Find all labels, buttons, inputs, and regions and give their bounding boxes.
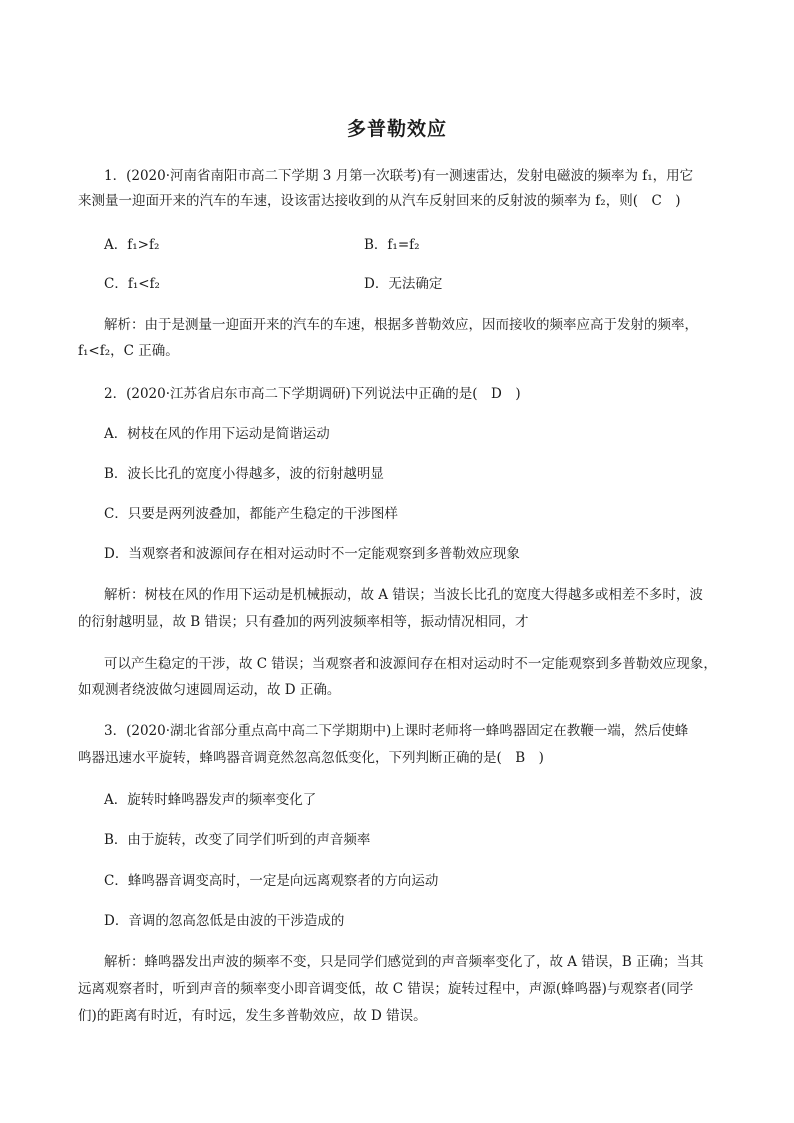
q3-analysis-line3: 们)的距离有时近，有时远，发生多普勒效应，故 D 错误。 [78,1008,427,1024]
q2-option-a: A．树枝在风的作用下运动是简谐运动 [104,426,330,442]
q1-option-d: D．无法确定 [364,276,443,292]
q1-analysis-line1: 解析：由于是测量一迎面开来的汽车的车速，根据多普勒效应，因而接收的频率应高于发射的频率， [104,317,698,333]
q3-option-a: A．旋转时蜂鸣器发声的频率变化了 [104,792,317,808]
q3-stem-line1: 3．(2020·湖北省部分重点高中高二下学期期中)上课时老师将一蜂鸣器固定在教鞭一端，然后使蜂 [104,723,689,739]
page-title: 多普勒效应 [346,118,447,140]
q3-analysis-line1: 解析：蜂鸣器发出声波的频率不变，只是同学们感觉到的声音频率变化了，故 A 错误，B 正确；当其 [104,954,704,970]
q1-stem-line1: 1．(2020·河南省南阳市高二下学期 3 月第一次联考)有一测速雷达，发射电磁波的频率为 f₁，用它 [104,168,694,184]
q2-option-b: B．波长比孔的宽度小得越多，波的衍射越明显 [104,466,384,482]
q3-analysis-line2: 远离观察者时，听到声音的频率变小即音调变低，故 C 错误；旋转过程中，声源(蜂鸣器)与观察者(同学 [78,981,694,997]
q2-analysis-line1: 解析：树枝在风的作用下运动是机械振动，故 A 错误；当波长比孔的宽度大得越多或相差不多时，波 [104,587,703,603]
q1-option-c: C．f₁<f₂ [104,276,160,292]
q2-analysis-line4: 如观测者绕波做匀速圆周运动，故 D 正确。 [78,682,341,698]
q2-analysis-line3: 可以产生稳定的干涉，故 C 错误；当观察者和波源间存在相对运动时不一定能观察到多普勒效应现象， [104,656,717,672]
q3-option-d: D．音调的忽高忽低是由波的干涉造成的 [104,913,345,929]
q3-option-b: B．由于旋转，改变了同学们听到的声音频率 [104,832,371,848]
q3-stem-line2: 鸣器迅速水平旋转，蜂鸣器音调竟然忽高忽低变化，下列判断正确的是( B ) [78,750,544,766]
q1-stem-line2: 来测量一迎面开来的汽车的车速，设该雷达接收到的从汽车反射回来的反射波的频率为 f₂，则( C ) [78,193,681,209]
q1-option-a: A．f₁>f₂ [104,237,160,253]
q2-analysis-line2: 的衍射越明显，故 B 错误；只有叠加的两列波频率相等，振动情况相同，才 [78,614,529,630]
q2-option-d: D．当观察者和波源间存在相对运动时不一定能观察到多普勒效应现象 [104,546,520,562]
q3-option-c: C．蜂鸣器音调变高时，一定是向远离观察者的方向运动 [104,873,439,889]
q1-analysis-line2: f₁<f₂，C 正确。 [78,343,179,359]
q1-option-b: B．f₁=f₂ [364,237,420,253]
q2-stem-line1: 2．(2020·江苏省启东市高二下学期调研)下列说法中正确的是( D ) [104,386,521,402]
q2-option-c: C．只要是两列波叠加，都能产生稳定的干涉图样 [104,506,398,522]
